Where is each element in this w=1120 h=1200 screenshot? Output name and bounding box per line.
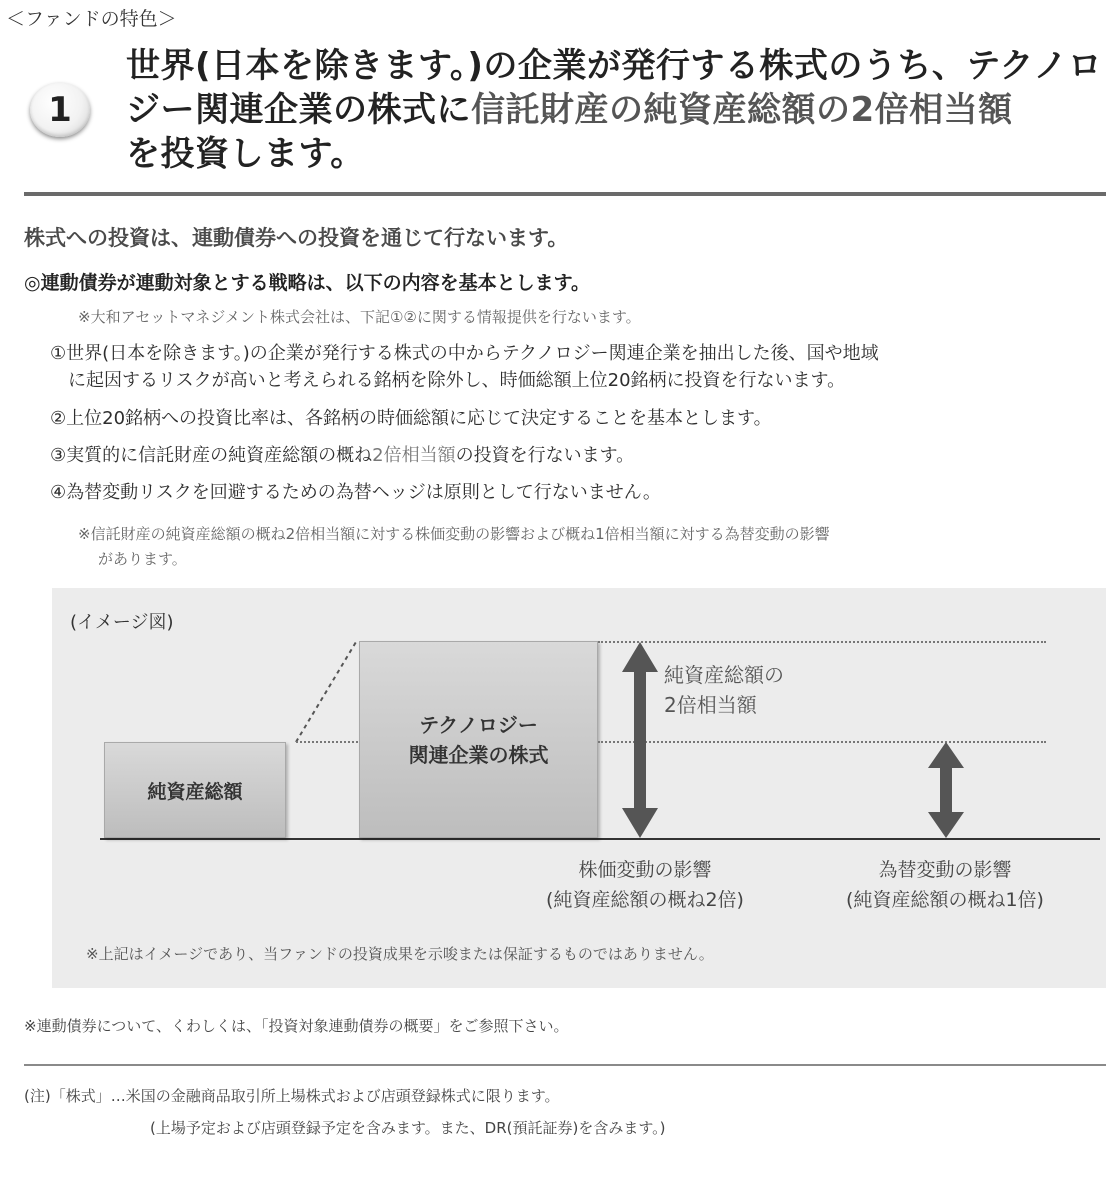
list-item-text: ③実質的に信託財産の純資産総額の概ね xyxy=(50,445,373,466)
double-level-line xyxy=(598,641,1046,643)
strategy-note: ※大和アセットマネジメント株式会社は、下記①②に関する情報提供を行ないます。 xyxy=(78,308,641,326)
feature-heading xyxy=(126,44,1106,176)
stock-definition-note-cont: (上場予定および店頭登録予定を含みます。また、DR(預託証券)を含みます。) xyxy=(150,1119,666,1137)
list-item-text: の投資を行ないます。 xyxy=(455,445,635,466)
caption-line: (純資産総額の概ね2倍) xyxy=(546,889,744,911)
fx-impact-caption xyxy=(800,855,1090,915)
list-item xyxy=(50,442,634,469)
arrow-label-line: 純資産総額の xyxy=(664,663,784,687)
heading-highlight: 信託財産の純資産総額の2倍相当額 xyxy=(471,90,1013,130)
items-note-cont: があります。 xyxy=(98,550,187,568)
strategy-title: ◎連動債券が連動対象とする戦略は、以下の内容を基本とします。 xyxy=(24,272,591,294)
tech-stocks-bar xyxy=(359,641,598,838)
stock-impact-caption xyxy=(500,855,790,915)
stock-impact-double-arrow-icon xyxy=(618,642,662,838)
feature-number-badge: 1 xyxy=(30,83,90,137)
arrow-label xyxy=(664,660,784,720)
heading-part3: を投資します。 xyxy=(126,134,365,174)
diagram-title: (イメージ図) xyxy=(70,612,174,633)
diagram-disclaimer: ※上記はイメージであり、当ファンドの投資成果を示唆または保証するものではありません。 xyxy=(86,945,714,963)
list-item: ②上位20銘柄への投資比率は、各銘柄の時価総額に応じて決定することを基本とします。 xyxy=(50,408,772,429)
net-assets-level-line xyxy=(296,741,362,743)
section-label: ＜ファンドの特色＞ xyxy=(6,8,177,30)
stock-definition-note: (注)「株式」…米国の金融商品取引所上場株式および店頭登録株式に限ります。 xyxy=(24,1087,560,1105)
single-level-line xyxy=(598,741,1046,743)
caption-line: 為替変動の影響 xyxy=(878,859,1012,881)
list-item: に起因するリスクが高いと考えられる銘柄を除外し、時価総額上位20銘柄に投資を行ないます。 xyxy=(50,370,846,391)
list-item-emphasis: 2倍相当額 xyxy=(372,445,456,466)
tech-stocks-bar-label: 関連企業の株式 xyxy=(408,742,549,767)
fx-impact-double-arrow-icon xyxy=(924,742,968,838)
tech-stocks-bar-label: テクノロジー xyxy=(419,712,538,737)
heading-part1: 世界(日本を除きます。)の企業が発行する株式のうち、テクノロジー関連企業の株式に xyxy=(126,46,1103,130)
footer-divider xyxy=(24,1064,1106,1066)
items-note: ※信託財産の純資産総額の概ね2倍相当額に対する株価変動の影響および概ね1倍相当額に対する為替変動の影響 xyxy=(78,525,830,543)
net-assets-bar-label: 純資産総額 xyxy=(147,780,243,803)
projection-dashed-line xyxy=(290,638,370,748)
lead-text: 株式への投資は、連動債券への投資を通じて行ないます。 xyxy=(24,226,569,250)
bond-footnote: ※連動債券について、くわしくは、「投資対象連動債券の概要」をご参照下さい。 xyxy=(24,1017,569,1035)
net-assets-bar xyxy=(104,742,286,838)
list-item: ④為替変動リスクを回避するための為替ヘッジは原則として行ないません。 xyxy=(50,482,661,503)
list-item: ①世界(日本を除きます。)の企業が発行する株式の中からテクノロジー関連企業を抽出した後、国や地域 xyxy=(50,343,879,364)
heading-divider xyxy=(24,192,1106,196)
arrow-label-line: 2倍相当額 xyxy=(664,693,757,717)
caption-line: (純資産総額の概ね1倍) xyxy=(846,889,1044,911)
caption-line: 株価変動の影響 xyxy=(578,859,712,881)
diagram-baseline xyxy=(100,838,1100,840)
